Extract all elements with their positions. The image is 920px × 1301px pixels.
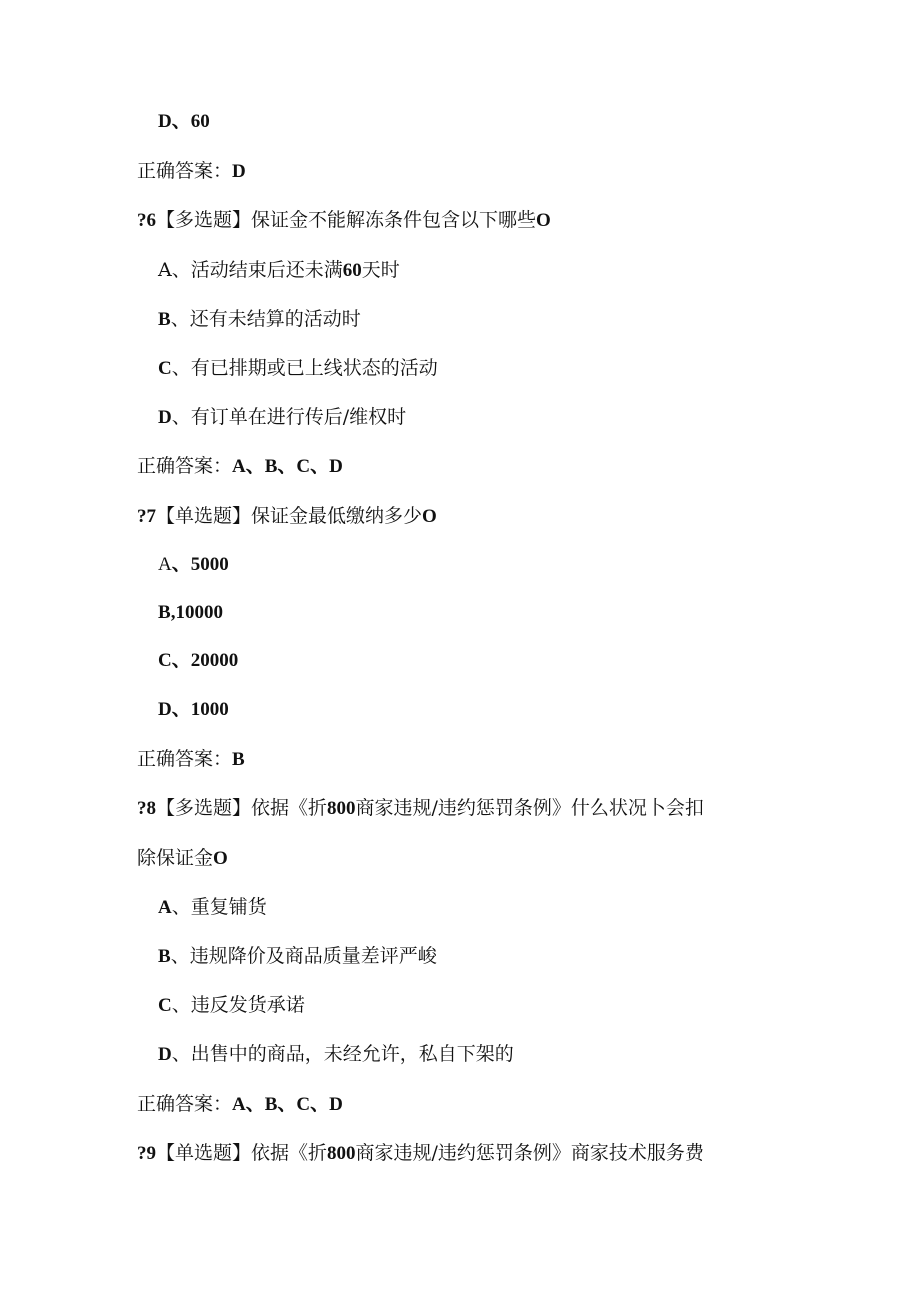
question-type: 【单选题】 [156,505,252,527]
option-text: 5000 [190,554,229,575]
option-sep: 、 [170,308,190,330]
answer-value: D [232,161,246,182]
q7-option-a [158,552,229,578]
q8-option-b [158,943,437,970]
answer-value: A、B、C、D [232,456,343,477]
question-tail: O [422,506,437,527]
option-key: B [158,309,171,330]
question-number: ?8 [137,798,156,819]
option-key: B [158,946,171,967]
option-text: 10000 [175,602,223,623]
question-text-cont: 商家违规/违约惩罚条例》商家技术服务费 [355,1142,704,1164]
question-8 [137,795,704,822]
q7-option-c [158,648,238,674]
option-sep: 、 [171,1043,191,1065]
option-text: 违规降价及商品质量差评严峻 [189,945,437,967]
option-sep: 、 [171,406,191,428]
option-number: 60 [342,260,362,281]
question-8-line2 [137,845,228,872]
q6-answer-line [137,453,343,480]
question-tail: O [536,210,551,231]
q8-option-c [158,992,305,1019]
option-text: 1000 [190,699,229,720]
option-sep: 、 [171,259,191,281]
question-9 [137,1140,704,1167]
question-type: 【多选题】 [156,797,252,819]
q6-option-c [158,355,438,382]
option-text: 还有未结算的活动时 [189,308,361,330]
option-sep: 、 [171,699,191,720]
option-text: 活动结束后还未满 [190,259,343,281]
answer-value: B [232,749,245,770]
option-key: A [158,897,172,918]
question-text: 依据《折 [251,1142,328,1164]
option-key: C [158,995,172,1016]
option-key: A [158,554,172,575]
question-text-cont: 商家违规/违约惩罚条例》什么状况卜会扣 [355,797,704,819]
prev-option-d: D、60 [158,111,210,132]
option-sep: 、 [170,945,190,967]
option-text: 20000 [190,650,239,671]
option-text: 有订单在进行传后/维权时 [190,406,407,428]
question-number: ?6 [137,210,156,231]
question-7 [137,503,437,530]
option-sep: 、 [171,994,191,1016]
question-text: 保证金最低缴纳多少 [251,505,423,527]
option-key: B [158,602,171,623]
answer-label: 正确答案： [137,455,233,477]
option-text: 违反发货承诺 [190,994,305,1016]
q6-option-d [158,404,406,431]
q7-option-d [158,697,229,723]
question-number: ?7 [137,506,156,527]
answer-label: 正确答案： [137,160,233,182]
answer-label: 正确答案： [137,1093,233,1115]
question-text: 依据《折 [251,797,328,819]
question-text: 保证金不能解冻条件包含以下哪些 [251,209,537,231]
question-type: 【多选题】 [156,209,252,231]
q6-option-b [158,306,361,333]
option-text-tail: 天时 [361,259,400,281]
option-key: A [158,259,172,281]
q7-answer-line [137,746,245,773]
option-key: D [158,699,172,720]
option-sep: 、 [171,554,191,575]
option-sep: 、 [171,896,191,918]
question-number: ?9 [137,1143,156,1164]
q8-option-a [158,894,267,921]
answer-label: 正确答案： [137,748,233,770]
option-sep: 、 [171,357,191,379]
option-key: D [158,407,172,428]
prev-answer-line [137,158,246,185]
answer-value: A、B、C、D [232,1094,343,1115]
option-text: 有已排期或已上线状态的活动 [190,357,438,379]
q8-option-d [158,1041,514,1068]
option-key: C [158,358,172,379]
question-tail: O [213,848,228,869]
q7-option-b [158,600,223,626]
option-sep: 、 [171,650,191,671]
option-key: D [158,1044,172,1065]
question-inline-number: 800 [327,798,356,819]
question-6 [137,207,551,234]
q8-answer-line [137,1091,343,1118]
option-key: C [158,650,172,671]
question-text-line2: 除保证金 [137,847,214,869]
q6-option-a [158,257,400,284]
question-type: 【单选题】 [156,1142,252,1164]
option-sep: , [170,602,176,623]
option-text: 重复铺货 [190,896,267,918]
option-text: 出售中的商品，未经允许，私自下架的 [190,1043,514,1065]
question-inline-number: 800 [327,1143,356,1164]
